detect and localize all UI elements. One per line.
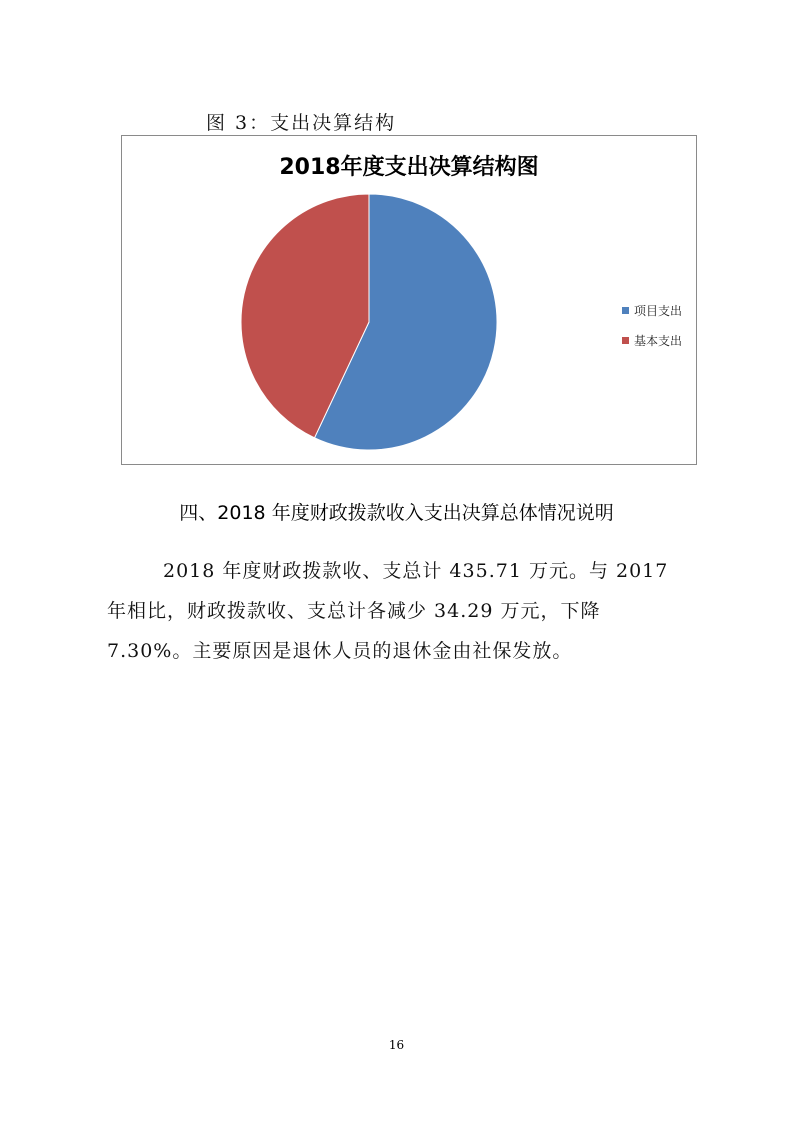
legend-swatch-basic [622, 337, 629, 344]
legend-label-project: 项目支出 [634, 303, 683, 318]
paragraph-line-1: 2018 年度财政拨款收、支总计 435.71 万元。与 2017 [163, 560, 669, 582]
pie-chart [122, 136, 696, 464]
section-heading: 四、2018 年度财政拨款收入支出决算总体情况说明 [179, 502, 614, 524]
paragraph-line-3: 7.30%。主要原因是退休人员的退休金由社保发放。 [107, 640, 573, 662]
legend-item-project [622, 301, 682, 319]
paragraph-line-2: 年相比，财政拨款收、支总计各减少 34.29 万元，下降 [107, 600, 601, 622]
page-number: 16 [388, 1038, 405, 1052]
legend-label-basic: 基本支出 [634, 333, 683, 348]
chart-frame [121, 135, 697, 465]
legend-item-basic [622, 331, 682, 349]
legend-swatch-project [622, 307, 629, 314]
figure-caption: 图 3：支出决算结构 [206, 112, 397, 134]
chart-title: 2018年度支出决算结构图 [279, 155, 539, 180]
chart-legend [622, 301, 682, 361]
